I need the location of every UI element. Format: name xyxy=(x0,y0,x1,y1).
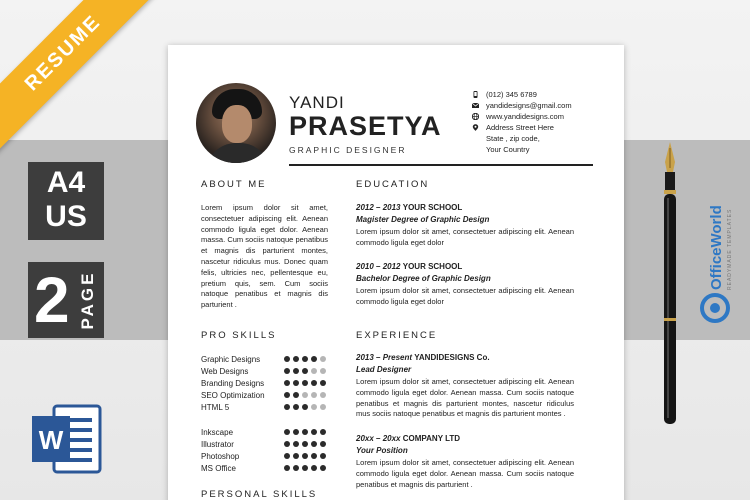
paper-size-badge xyxy=(28,162,104,240)
fountain-pen xyxy=(655,140,685,440)
skill-level-dot xyxy=(284,368,290,374)
skill-level-dot xyxy=(302,453,308,459)
skill-level-dot xyxy=(284,380,290,386)
skill-level-dots xyxy=(284,465,326,471)
skill-level-dot xyxy=(311,441,317,447)
skill-name: SEO Optimization xyxy=(201,391,265,400)
svg-text:OfficeWorld: OfficeWorld xyxy=(708,205,725,290)
skill-level-dot xyxy=(302,380,308,386)
skill-level-dots xyxy=(284,453,326,459)
skill-level-dot xyxy=(302,356,308,362)
skill-level-dot xyxy=(293,453,299,459)
skill-name: Branding Designs xyxy=(201,379,265,388)
experience-position: Lead Designer xyxy=(356,365,412,374)
skill-level-dot xyxy=(302,429,308,435)
education-degree: Bachelor Degree of Graphic Design xyxy=(356,274,491,283)
skill-level-dot xyxy=(293,368,299,374)
skill-level-dot xyxy=(320,429,326,435)
svg-text:READYMADE TEMPLATES: READYMADE TEMPLATES xyxy=(727,208,733,290)
location-pin-icon xyxy=(472,124,479,131)
skill-name: Inkscape xyxy=(201,428,234,437)
skill-level-dot xyxy=(293,465,299,471)
svg-text:W: W xyxy=(38,425,64,455)
skill-level-dot xyxy=(302,392,308,398)
contact-address-line2: State , zip code, xyxy=(486,134,540,143)
officeworld-logo xyxy=(695,180,741,330)
skill-level-dot xyxy=(302,368,308,374)
skill-name: MS Office xyxy=(201,464,236,473)
skill-name: Photoshop xyxy=(201,452,240,461)
skill-level-dots xyxy=(284,368,326,374)
page-count-badge xyxy=(28,262,104,338)
last-name: PRASETYA xyxy=(289,111,442,141)
skill-level-dot xyxy=(320,465,326,471)
experience-item-title: 20xx – 20xx COMPANY LTD xyxy=(356,434,461,443)
skill-level-dots xyxy=(284,356,326,362)
skill-name: Graphic Designs xyxy=(201,355,261,364)
education-text: Lorem ipsum dolor sit amet, consectetuer adipiscing elit. Aenean commodo ligula eget dolor xyxy=(356,286,574,306)
skill-level-dot xyxy=(311,429,317,435)
experience-item-title: 2013 – Present YANDIDESIGNS Co. xyxy=(356,353,490,362)
skill-level-dot xyxy=(320,453,326,459)
skill-level-dots xyxy=(284,441,326,447)
contact-email: yandidesigns@gmail.com xyxy=(486,101,572,110)
experience-heading: EXPERIENCE xyxy=(356,330,438,341)
about-heading: ABOUT ME xyxy=(201,179,267,190)
first-name: YANDI xyxy=(289,93,345,112)
skill-level-dot xyxy=(320,441,326,447)
skill-level-dot xyxy=(284,453,290,459)
contact-phone: (012) 345 6789 xyxy=(486,90,537,99)
paper-size-us: US xyxy=(45,200,87,233)
education-item-title: 2012 – 2013 YOUR SCHOOL xyxy=(356,203,463,212)
education-heading: EDUCATION xyxy=(356,179,430,190)
page-count-word: PAGE xyxy=(78,270,97,330)
personal-skills-heading: PERSONAL SKILLS xyxy=(201,489,318,500)
skill-level-dot xyxy=(320,380,326,386)
skill-level-dot xyxy=(293,380,299,386)
education-degree: Magister Degree of Graphic Design xyxy=(356,215,490,224)
contact-address-line3: Your Country xyxy=(486,145,530,154)
experience-text: Lorem ipsum dolor sit amet, consectetuer adipiscing elit. Aenean commodo ligula eget dolor. Aenean massa. Cum sociis natoque penatibus et magnis dis parturient montes, nascetur ridiculus mus sociis natoque penatibus et magnis dis parturient montes . xyxy=(356,377,574,419)
skill-level-dot xyxy=(284,404,290,410)
skill-level-dot xyxy=(293,392,299,398)
skill-level-dot xyxy=(320,392,326,398)
contact-address-line1: Address Street Here xyxy=(486,123,554,132)
skill-level-dot xyxy=(311,368,317,374)
skill-level-dot xyxy=(311,392,317,398)
about-text: Lorem ipsum dolor sit amet, consectetuer adipiscing elit. Aenean commodo ligula eget dolor. Aenean massa. Cum sociis natoque penatibus et magnis dis parturient montes, nascetur ridiculus mus. Donec quam felis, ultricies nec, pellentesque eu, pretium quis, sem. Cum sociis natoque penatibus et magnis dis parturient . xyxy=(201,203,328,310)
skill-level-dot xyxy=(320,368,326,374)
paper-size-a4: A4 xyxy=(46,166,86,199)
header-divider xyxy=(289,164,593,166)
skill-level-dot xyxy=(302,404,308,410)
experience-text: Lorem ipsum dolor sit amet, consectetuer adipiscing elit. Aenean commodo ligula eget dolor. Aenean massa. Cum sociis natoque penatibus et magnis dis parturient . xyxy=(356,458,574,489)
skill-level-dot xyxy=(320,356,326,362)
skill-name: Illustrator xyxy=(201,440,234,449)
skill-level-dot xyxy=(284,441,290,447)
skill-level-dot xyxy=(293,404,299,410)
profile-photo xyxy=(196,83,276,163)
skill-level-dot xyxy=(284,356,290,362)
skill-level-dot xyxy=(293,356,299,362)
skill-name: HTML 5 xyxy=(201,403,230,412)
job-title: GRAPHIC DESIGNER xyxy=(289,145,407,155)
skill-level-dot xyxy=(284,465,290,471)
resume-ribbon: RESUME xyxy=(0,0,168,158)
contact-website: www.yandidesigns.com xyxy=(486,112,564,121)
skill-level-dot xyxy=(311,380,317,386)
skill-level-dot xyxy=(293,441,299,447)
education-item-title: 2010 – 2012 YOUR SCHOOL xyxy=(356,262,463,271)
globe-icon xyxy=(472,113,479,120)
email-icon xyxy=(472,102,479,109)
skill-level-dot xyxy=(311,465,317,471)
skill-level-dot xyxy=(302,465,308,471)
skill-level-dots xyxy=(284,404,326,410)
ms-word-icon xyxy=(28,402,104,476)
resume-page xyxy=(168,45,624,500)
skill-name: Web Designs xyxy=(201,367,249,376)
skill-level-dots xyxy=(284,392,326,398)
skill-level-dot xyxy=(284,392,290,398)
phone-icon xyxy=(472,91,479,98)
page-count-number: 2 xyxy=(34,264,70,336)
skill-level-dot xyxy=(284,429,290,435)
skill-level-dot xyxy=(293,429,299,435)
skill-level-dots xyxy=(284,380,326,386)
skill-level-dot xyxy=(311,453,317,459)
pro-skills-heading: PRO SKILLS xyxy=(201,330,277,341)
education-text: Lorem ipsum dolor sit amet, consectetuer adipiscing elit. Aenean commodo ligula eget dolor xyxy=(356,227,574,247)
skill-level-dot xyxy=(320,404,326,410)
skill-level-dot xyxy=(302,441,308,447)
experience-position: Your Position xyxy=(356,446,408,455)
skill-level-dot xyxy=(311,404,317,410)
skill-level-dot xyxy=(311,356,317,362)
skill-level-dots xyxy=(284,429,326,435)
